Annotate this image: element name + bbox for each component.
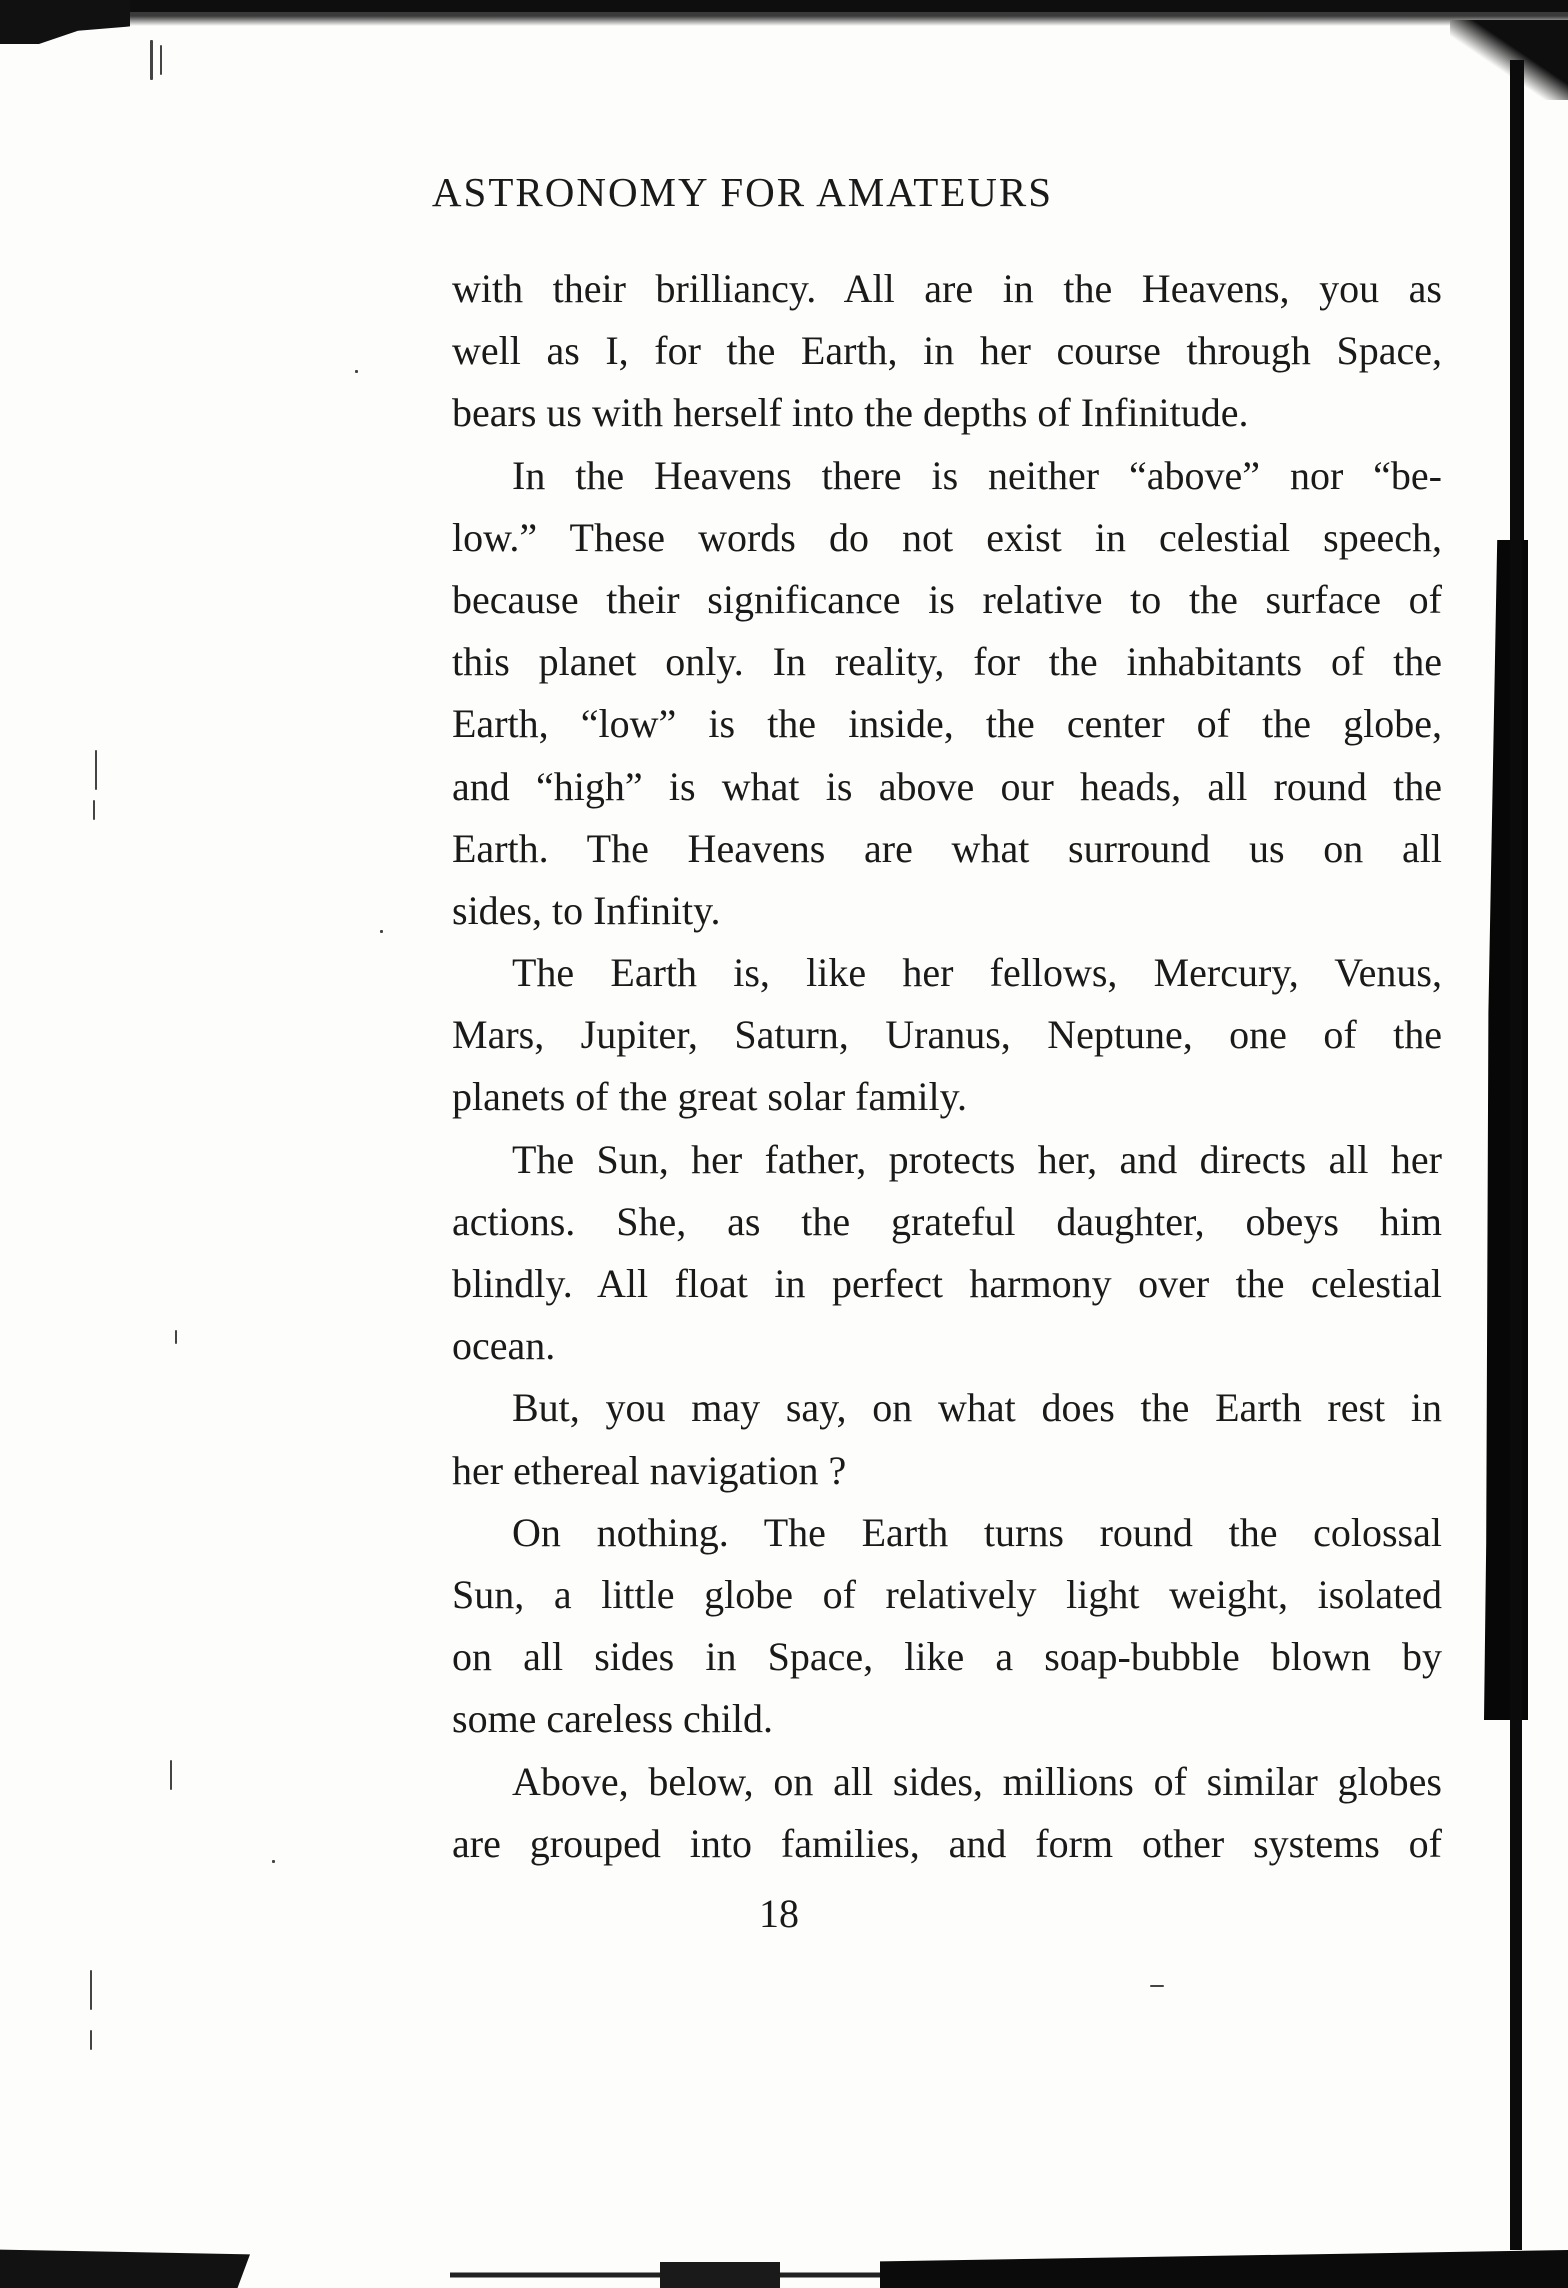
text-line: are grouped into families, and form other systems of (452, 1820, 1442, 1866)
text-line: On nothing. The Earth turns round the colossal (512, 1509, 1442, 1555)
text-line: Earth. The Heavens are what surround us on all (452, 825, 1442, 871)
scan-right-edge (1450, 20, 1568, 2288)
speck (93, 800, 95, 820)
text-line: because their significance is relative to the surface of (452, 576, 1442, 622)
text-line: actions. She, as the grateful daughter, obeys him (452, 1198, 1442, 1244)
text-line: with their brilliancy. All are in the Heavens, you as (452, 266, 1442, 311)
text-line: Earth, “low” is the inside, the center of the globe, (452, 701, 1442, 747)
speck (90, 1970, 92, 2010)
page-number: 18 (759, 1891, 799, 1936)
scan-top-right-corner (1450, 20, 1568, 100)
text-line: Mars, Jupiter, Saturn, Uranus, Neptune, one of the (452, 1012, 1442, 1058)
text-line: bears us with herself into the depths of Infinitude. (452, 390, 1249, 436)
text-line: Sun, a little globe of relatively light weight, isolated (452, 1571, 1442, 1617)
scan-bottom-mid-edge (450, 2262, 890, 2288)
speck (355, 370, 358, 373)
scan-bottom-mid-block (660, 2262, 780, 2288)
speck (160, 45, 162, 75)
scan-top-edge (0, 0, 1568, 26)
text-line: and “high” is what is above our heads, all round the (452, 763, 1442, 809)
speck (150, 40, 153, 80)
speck (170, 1760, 172, 1790)
text-line: some careless child. (452, 1696, 773, 1742)
text-line: sides, to Infinity. (452, 887, 721, 933)
speck (175, 1330, 177, 1344)
speck (1150, 1985, 1164, 1987)
text-line: The Earth is, like her fellows, Mercury, Venus, (512, 950, 1442, 996)
text-line: blindly. All float in perfect harmony over the celestial (452, 1261, 1442, 1306)
text-line: In the Heavens there is neither “above” nor “be- (512, 452, 1442, 498)
scan-bottom-left-edge (0, 2240, 250, 2288)
text-line: But, you may say, on what does the Earth rest in (512, 1385, 1442, 1431)
speck (272, 1860, 275, 1863)
text-line: well as I, for the Earth, in her course through Space, (452, 328, 1442, 374)
running-head: ASTRONOMY FOR AMATEURS (431, 169, 1054, 215)
text-line: on all sides in Space, like a soap-bubble blown by (452, 1634, 1442, 1680)
text-line: this planet only. In reality, for the inhabitants of the (452, 639, 1442, 685)
scan-bottom-right-edge (880, 2250, 1568, 2288)
body-text (452, 258, 1442, 1875)
speck (95, 750, 97, 790)
text-line: her ethereal navigation ? (452, 1447, 847, 1493)
speck (380, 930, 383, 933)
text-line: ocean. (452, 1323, 556, 1369)
speck (90, 2030, 92, 2050)
scan-top-left-corner (0, 0, 130, 44)
text-line: low.” These words do not exist in celestial speech, (452, 514, 1442, 560)
text-line: The Sun, her father, protects her, and directs all her (512, 1136, 1442, 1182)
text-line: Above, below, on all sides, millions of similar globes (512, 1758, 1442, 1804)
text-line: planets of the great solar family. (452, 1074, 967, 1120)
